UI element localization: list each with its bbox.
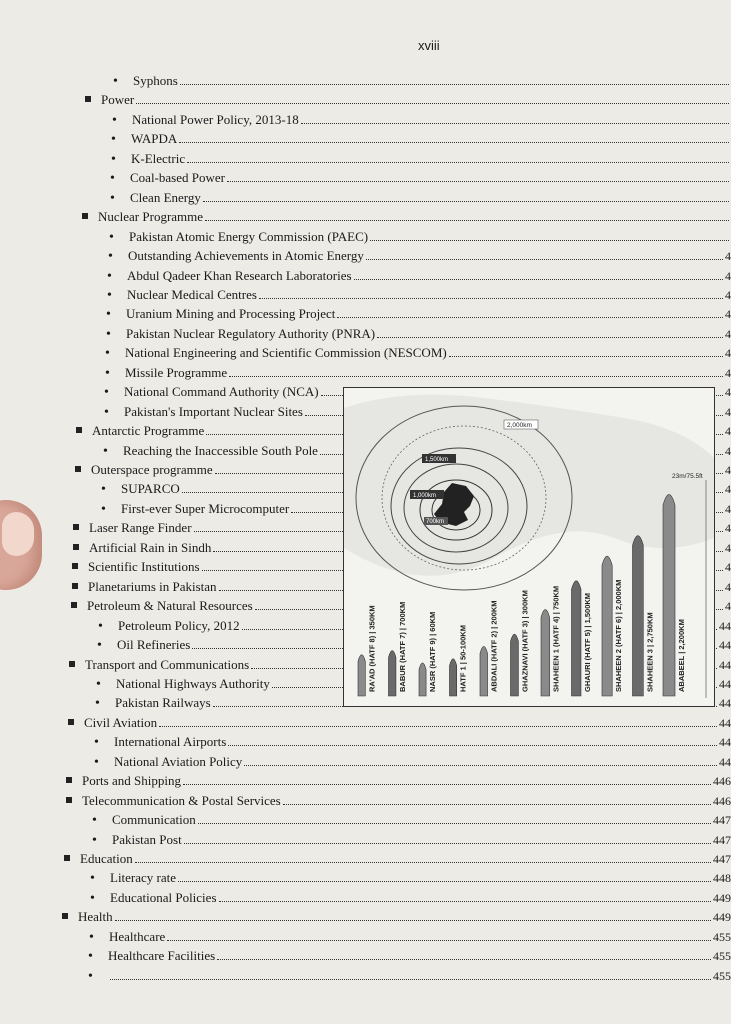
toc-subsection	[94, 734, 731, 752]
dot-leader	[110, 968, 711, 980]
toc-page-number: 4	[725, 385, 731, 400]
range-tag-700: 700km	[426, 519, 445, 525]
toc-entry-title: Pakistan Railways	[115, 695, 211, 711]
toc-page-number: 44	[719, 657, 731, 672]
toc-page-number: 4	[725, 365, 731, 380]
square-bullet-icon	[69, 658, 85, 673]
missile-label: GHAZNAVI (HATF 3) | 300KM	[520, 590, 530, 692]
square-bullet-icon	[66, 774, 82, 789]
toc-entry-title: Telecommunication & Postal Services	[82, 792, 281, 808]
toc-section	[82, 209, 731, 227]
round-bullet-icon: •	[90, 890, 95, 906]
toc-page-number: 4	[725, 424, 731, 439]
toc-entry-title: Literacy rate	[110, 870, 177, 886]
round-bullet-icon: •	[103, 443, 108, 459]
toc-entry-title: Communication	[112, 812, 196, 828]
dot-leader	[167, 929, 711, 941]
missile-shape	[389, 651, 396, 696]
square-bullet-icon	[66, 794, 82, 809]
round-bullet-icon: •	[89, 929, 94, 945]
missile-label: GHAURI (HATF 5) | 1,500KM	[582, 592, 592, 692]
toc-page-number: 44	[719, 618, 731, 633]
toc-entry-title: National Power Policy, 2013-18	[132, 111, 299, 127]
toc-entry-title: Nuclear Medical Centres	[127, 286, 257, 302]
missile-label: SHAHEEN 1 (HATF 4) | 750KM	[551, 585, 561, 692]
square-bullet-icon	[85, 93, 101, 108]
range-tag-2000: 2,000km	[507, 422, 532, 429]
dot-leader	[136, 92, 729, 104]
dot-leader	[184, 832, 711, 844]
square-bullet-icon	[75, 463, 91, 478]
toc-page-number: 44	[719, 754, 731, 769]
toc-page-number: 4	[725, 326, 731, 341]
toc-page-number: 4	[725, 482, 731, 497]
toc-page-number: 4	[725, 443, 731, 458]
toc-section	[66, 773, 731, 791]
toc-subsection	[89, 929, 731, 947]
dot-leader	[377, 326, 723, 338]
toc-entry-title: Abdul Qadeer Khan Research Laboratories	[127, 267, 352, 283]
toc-subsection	[105, 365, 731, 383]
toc-entry-title: Transport and Communications	[85, 656, 250, 672]
missile-shape	[572, 581, 581, 696]
round-bullet-icon: •	[101, 482, 106, 498]
toc-subsection	[110, 190, 731, 208]
missile-shape	[511, 634, 519, 696]
toc-subsection	[105, 345, 731, 363]
toc-page-number: 44	[719, 638, 731, 653]
square-bullet-icon	[73, 541, 89, 556]
missile-shape	[602, 556, 612, 696]
toc-page-number: 448	[713, 871, 731, 886]
dot-leader	[259, 287, 723, 299]
missile-label: SHAHEEN 3 | 2,750KM	[645, 612, 655, 692]
round-bullet-icon: •	[109, 229, 114, 245]
dot-leader	[115, 909, 711, 921]
dot-leader	[244, 754, 717, 766]
dot-leader	[183, 773, 711, 785]
toc-entry-title: Civil Aviation	[84, 714, 158, 730]
missile-shape	[663, 495, 675, 696]
dot-leader	[180, 73, 729, 85]
square-bullet-icon	[82, 210, 98, 225]
round-bullet-icon: •	[106, 307, 111, 323]
toc-page-number: 4	[725, 249, 731, 264]
toc-subsection	[90, 870, 731, 888]
dot-leader	[203, 190, 729, 202]
figure-svg	[344, 388, 714, 706]
missile-range-figure	[343, 387, 715, 707]
round-bullet-icon: •	[105, 365, 110, 381]
range-tag-1500: 1,500km	[425, 457, 449, 463]
toc-entry-title: National Highways Authority	[116, 675, 270, 691]
toc-page-number: 446	[713, 793, 731, 808]
toc-subsection	[106, 326, 731, 344]
missile-shape	[358, 655, 365, 696]
toc-page-number: 4	[725, 540, 731, 555]
missile-label: HATF 1 | 50-100KM	[458, 625, 468, 692]
toc-subsection	[112, 112, 731, 130]
toc-subsection	[88, 948, 731, 966]
toc-subsection	[107, 268, 731, 286]
toc-entry-title: Pakistan Post	[112, 831, 182, 847]
missile-label: BABUR (HATF 7) | 700KM	[397, 601, 407, 692]
toc-subsection	[113, 73, 731, 91]
round-bullet-icon: •	[106, 326, 111, 342]
round-bullet-icon: •	[107, 268, 112, 284]
round-bullet-icon: •	[98, 618, 103, 634]
toc-section	[62, 909, 731, 927]
toc-section	[85, 92, 731, 110]
range-tag-1000: 1,000km	[413, 493, 437, 499]
toc-entry-title: Planetariums in Pakistan	[88, 578, 217, 594]
round-bullet-icon: •	[90, 871, 95, 887]
toc-entry-title: Ports and Shipping	[82, 773, 181, 789]
missile-shape	[541, 610, 550, 696]
toc-subsection	[94, 754, 731, 772]
toc-subsection	[106, 306, 731, 324]
toc-entry-title: Scientific Institutions	[88, 559, 200, 575]
toc-entry-title: First-ever Super Microcomputer	[121, 500, 290, 516]
round-bullet-icon: •	[104, 404, 109, 420]
toc-page-number: 447	[713, 832, 731, 847]
dot-leader	[449, 345, 723, 357]
toc-entry-title: Artificial Rain in Sindh	[89, 539, 212, 555]
round-bullet-icon: •	[108, 249, 113, 265]
square-bullet-icon	[68, 716, 84, 731]
toc-subsection	[111, 131, 731, 149]
toc-entry-title: Health	[78, 909, 113, 925]
toc-subsection	[111, 151, 731, 169]
round-bullet-icon: •	[104, 385, 109, 401]
toc-entry-title: National Aviation Policy	[114, 753, 243, 769]
missile-label: SHAHEEN 2 (HATF 6) | 2,000KM	[614, 579, 624, 692]
round-bullet-icon: •	[94, 735, 99, 751]
dot-leader	[217, 948, 711, 960]
page-number: xviii	[418, 38, 440, 53]
round-bullet-icon: •	[92, 832, 97, 848]
toc-entry-title: Pakistan Atomic Energy Commission (PAEC)	[129, 228, 369, 244]
toc-page-number: 455	[713, 968, 731, 983]
toc-subsection	[109, 229, 731, 247]
dot-leader	[370, 229, 729, 241]
dot-leader	[178, 870, 711, 882]
dot-leader	[337, 306, 723, 318]
dot-leader	[229, 365, 723, 377]
toc-page-number: 4	[725, 307, 731, 322]
toc-entry-title: Education	[80, 851, 133, 866]
round-bullet-icon: •	[110, 190, 115, 206]
square-bullet-icon	[62, 910, 78, 925]
dot-leader	[301, 112, 729, 124]
toc-entry-title: Healthcare	[109, 928, 166, 944]
round-bullet-icon: •	[113, 74, 118, 89]
toc-entry-title: Pakistan Nuclear Regulatory Authority (PNRA)	[126, 325, 376, 341]
toc-subsection	[88, 968, 731, 986]
toc-page-number: 447	[713, 813, 731, 828]
toc-entry-title: Missile Programme	[125, 364, 228, 380]
round-bullet-icon: •	[105, 346, 110, 362]
toc-page-number: 4	[725, 346, 731, 361]
toc-page-number: 449	[713, 910, 731, 925]
toc-page-number: 4	[725, 404, 731, 419]
toc-page-number: 446	[713, 774, 731, 789]
photographed-thumbnail	[2, 512, 34, 556]
toc-entry-title: Laser Range Finder	[89, 520, 192, 536]
toc-page-number: 4	[725, 599, 731, 614]
dot-leader	[219, 890, 711, 902]
dot-leader	[366, 248, 723, 260]
square-bullet-icon	[71, 599, 87, 614]
toc-page-number: 44	[719, 676, 731, 691]
toc-entry-title: WAPDA	[131, 131, 178, 147]
toc-entry-title: SUPARCO	[121, 481, 180, 497]
dot-leader	[135, 851, 711, 863]
toc-entry-title: Petroleum & Natural Resources	[87, 598, 253, 614]
toc-entry-title: Educational Policies	[110, 889, 217, 905]
missile-shape	[450, 659, 457, 696]
toc-entry-title: Oil Refineries	[117, 637, 191, 653]
dot-leader	[227, 170, 729, 182]
round-bullet-icon: •	[107, 287, 112, 303]
dot-leader	[187, 151, 729, 163]
toc-entry-title: Reaching the Inaccessible South Pole	[123, 442, 318, 458]
toc-subsection	[92, 832, 731, 850]
toc-page-number: 4	[725, 268, 731, 283]
toc-entry-title: Antarctic Programme	[92, 423, 205, 439]
toc-subsection	[107, 287, 731, 305]
toc-entry-title: Outerspace programme	[91, 462, 213, 477]
round-bullet-icon: •	[101, 501, 106, 517]
toc-page-number: 4	[725, 463, 731, 477]
dot-leader	[283, 793, 711, 805]
dot-leader	[159, 715, 717, 727]
square-bullet-icon	[72, 560, 88, 575]
round-bullet-icon: •	[94, 754, 99, 770]
missile-label: ABDALI (HATF 2) | 200KM	[489, 600, 499, 692]
toc-entry-title: Nuclear Programme	[98, 209, 204, 225]
toc-page-number: 4	[725, 560, 731, 575]
toc-page-number: 44	[719, 715, 731, 730]
round-bullet-icon: •	[92, 813, 97, 829]
missile-label: ABABEEL | 2,200KM	[677, 619, 686, 692]
toc-entry-title: Coal-based Power	[130, 170, 225, 186]
round-bullet-icon: •	[111, 132, 116, 148]
toc-entry-title: Healthcare Facilities	[108, 948, 216, 964]
round-bullet-icon: •	[111, 151, 116, 167]
toc-entry-title: Petroleum Policy, 2012	[118, 617, 240, 633]
missile-label: RA'AD (HATF 8) | 350KM	[367, 605, 377, 692]
round-bullet-icon: •	[95, 696, 100, 712]
missile-label: NASR (HATF 9) | 60KM	[428, 611, 438, 692]
round-bullet-icon: •	[96, 676, 101, 692]
toc-entry-title: Uranium Mining and Processing Project	[126, 306, 336, 322]
height-label: 23m/75.5ft	[672, 473, 703, 480]
toc-subsection	[110, 170, 731, 188]
toc-page-number: 447	[713, 852, 731, 866]
toc-page-number: 4	[725, 287, 731, 302]
toc-section	[64, 851, 731, 869]
toc-entry-title: Syphons	[133, 73, 178, 88]
missile-shape	[419, 663, 426, 696]
round-bullet-icon: •	[110, 171, 115, 187]
toc-page-number: 449	[713, 890, 731, 905]
dot-leader	[205, 209, 729, 221]
dot-leader	[354, 268, 723, 280]
toc-page-number: 44	[719, 735, 731, 750]
round-bullet-icon: •	[88, 968, 93, 984]
toc-entry-title: National Engineering and Scientific Commission (NESCOM)	[125, 345, 447, 361]
missile-shape	[633, 536, 644, 696]
round-bullet-icon: •	[97, 638, 102, 654]
toc-section	[66, 793, 731, 811]
dot-leader	[179, 131, 729, 143]
round-bullet-icon: •	[88, 949, 93, 965]
toc-entry-title: Outstanding Achievements in Atomic Energy	[128, 248, 364, 264]
toc-page-number: 44	[719, 696, 731, 711]
toc-page-number: 4	[725, 521, 731, 536]
toc-section	[68, 715, 731, 733]
toc-entry-title: Clean Energy	[130, 189, 201, 205]
dot-leader	[198, 812, 711, 824]
dot-leader	[228, 734, 717, 746]
toc-subsection	[90, 890, 731, 908]
square-bullet-icon	[73, 521, 89, 536]
toc-entry-title: Power	[101, 92, 135, 108]
square-bullet-icon	[76, 424, 92, 439]
toc-subsection	[92, 812, 731, 830]
toc-subsection	[108, 248, 731, 266]
round-bullet-icon: •	[112, 112, 117, 128]
toc-page-number: 4	[725, 579, 731, 594]
toc-page-number: 4	[725, 501, 731, 516]
toc-page-number: 455	[713, 929, 731, 944]
square-bullet-icon	[64, 852, 80, 867]
toc-entry-title: K-Electric	[131, 150, 186, 166]
toc-entry-title: Pakistan's Important Nuclear Sites	[124, 403, 303, 419]
toc-entry-title: International Airports	[114, 734, 227, 750]
toc-entry-title: National Command Authority (NCA)	[124, 384, 319, 400]
square-bullet-icon	[72, 580, 88, 595]
toc-page-number: 455	[713, 949, 731, 964]
missile-shape	[480, 646, 488, 696]
